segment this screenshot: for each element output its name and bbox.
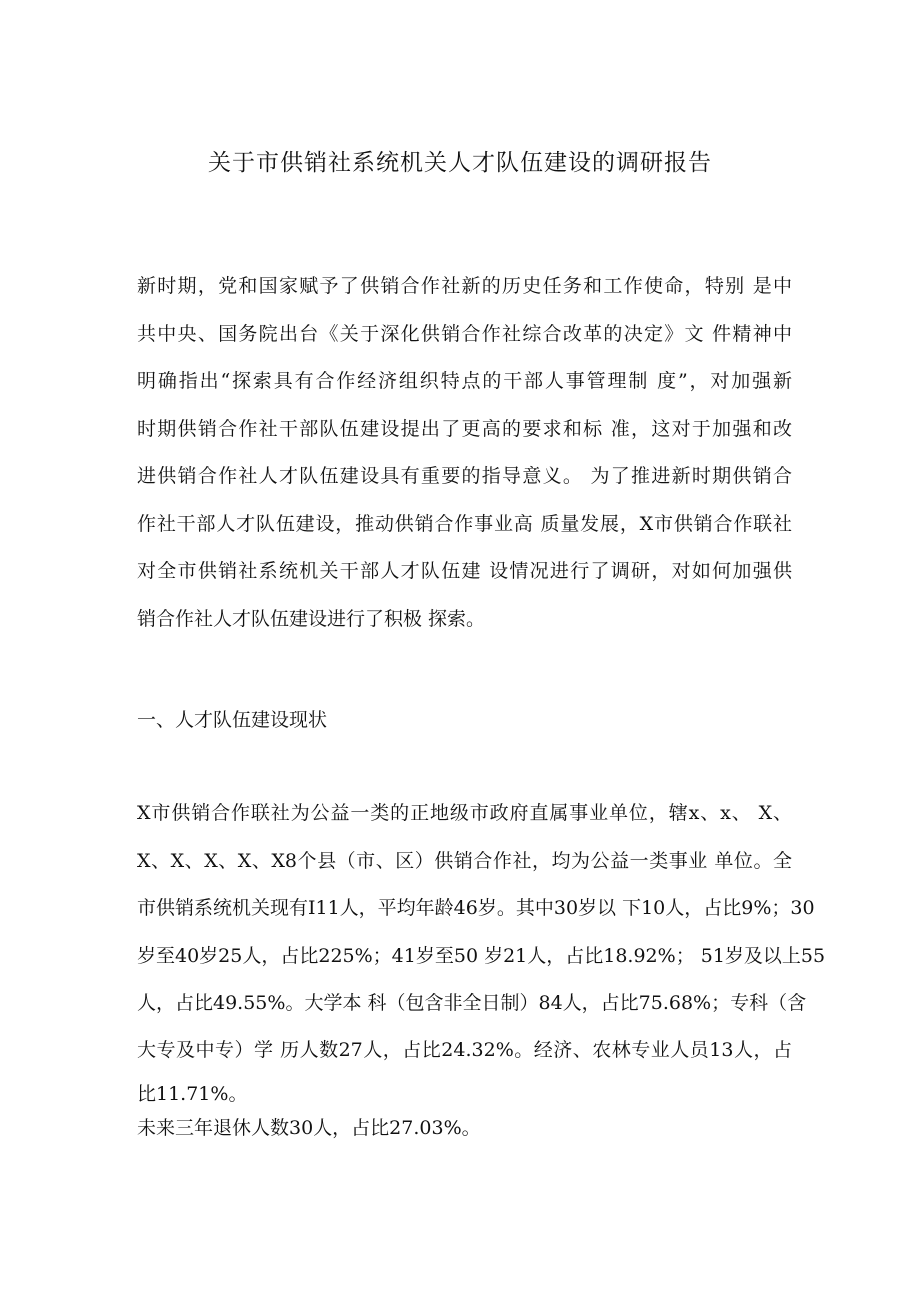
section-line: X、X、X、X、X8个县（市、区）供销合作社，均为公益一类事业 单位。全 bbox=[137, 849, 792, 872]
document-title: 关于市供销社系统机关人才队伍建设的调研报告 bbox=[208, 150, 712, 176]
section-line: 市供销系统机关现有I11人，平均年龄46岁。其中30岁以 下10人，占比9%；30 bbox=[137, 897, 815, 919]
intro-line: 明确指出“探索具有合作经济组织特点的干部人事管理制 度”，对加强新 bbox=[137, 370, 792, 392]
intro-line: 对全市供销社系统机关干部人才队伍建 设情况进行了调研，对如何加强供 bbox=[137, 560, 792, 582]
intro-line: 销合作社人才队伍建设进行了积极 探索。 bbox=[137, 607, 486, 630]
section-line: 大专及中专）学 历人数27人，占比24.32%。经济、农林专业人员13人，占 bbox=[137, 1039, 792, 1061]
section-tail-line: 未来三年退休人数30人，占比27.03%。 bbox=[137, 1116, 481, 1139]
section-line: X市供销合作联社为公益一类的正地级市政府直属事业单位，辖x、x、 X、 bbox=[137, 802, 792, 824]
section-1-paragraph-cont bbox=[137, 1027, 792, 1143]
section-line: 岁至40岁25人，占比225%；41岁至50 岁21人，占比18.92%； 51岁及以上55 bbox=[137, 944, 826, 967]
intro-line: 作社干部人才队伍建设，推动供销合作事业高 质量发展，X市供销合作联社 bbox=[137, 512, 792, 535]
section-line: 人，占比49.55%。大学本 科（包含非全日制）84人，占比75.68%；专科（含 bbox=[137, 992, 807, 1014]
section-heading: 一、人才队伍建设现状 bbox=[137, 709, 328, 731]
intro-paragraph bbox=[137, 263, 792, 643]
intro-line: 新时期，党和国家赋予了供销合作社新的历史任务和工作使命，特别 是中 bbox=[137, 275, 792, 297]
section-1-paragraph bbox=[137, 790, 826, 1028]
intro-line: 时期供销合作社干部队伍建设提出了更高的要求和标 准，这对于加强和改 bbox=[137, 417, 792, 440]
intro-line: 进供销合作社人才队伍建设具有重要的指导意义。 为了推进新时期供销合 bbox=[137, 465, 792, 487]
section-line: 比11.71%。 bbox=[137, 1082, 248, 1105]
intro-line: 共中央、国务院出台《关于深化供销合作社综合改革的决定》文 件精神中 bbox=[137, 322, 792, 345]
